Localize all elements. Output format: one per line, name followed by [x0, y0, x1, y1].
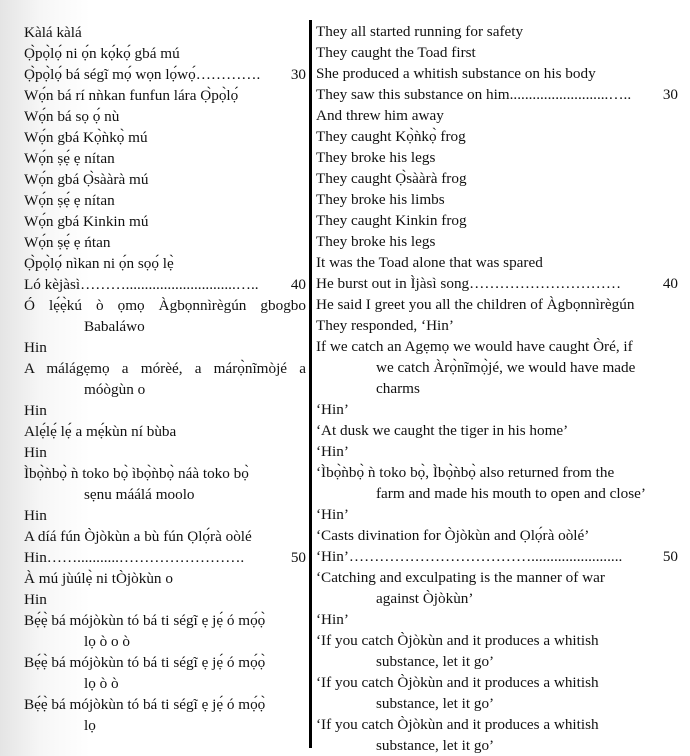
verse-text: A málágẹmọ a mórèé, a márọ̀nĩmòjé a [24, 360, 306, 377]
verse-line [316, 105, 678, 126]
verse-line [316, 567, 678, 609]
verse-text: Hin [24, 444, 47, 461]
verse-line-text-row [316, 609, 678, 630]
verse-line [316, 21, 678, 42]
verse-line [24, 253, 306, 274]
verse-line-text-row [24, 505, 306, 526]
verse-text: He said I greet you all the children of Àgbọnnìrègún [316, 296, 635, 313]
verse-text: They saw this substance on him [316, 86, 510, 103]
verse-text: They caught the Toad first [316, 44, 476, 61]
verse-text: ‘Hin’ [316, 443, 349, 460]
dot-leader: …………. [195, 66, 261, 83]
verse-line-text-row [24, 64, 306, 85]
verse-line-text-row [316, 189, 678, 210]
verse-line [24, 526, 306, 547]
verse-line-text-row [24, 190, 306, 211]
line-number: 40 [662, 275, 678, 292]
verse-text: Wọ́n gbá Kọ̀ǹkọ̀ mú [24, 129, 148, 146]
verse-line [316, 126, 678, 147]
verse-text: ‘If you catch Òjòkùn and it produces a whitish [316, 674, 599, 691]
verse-line [316, 315, 678, 336]
verse-line-text-row [316, 210, 678, 231]
verse-text: Hin [24, 507, 47, 524]
verse-line-text-row [24, 547, 306, 568]
line-number: 40 [290, 276, 306, 293]
verse-line [316, 84, 678, 105]
verse-line [316, 420, 678, 441]
verse-line-text-row [24, 253, 306, 274]
verse-text: Hin [24, 339, 47, 356]
verse-text: They caught Kinkin frog [316, 212, 467, 229]
verse-line [24, 169, 306, 190]
verse-text: Bẹ́ẹ̀ bá mójòkùn tó bá ti ségĩ ẹ jẹ́ ó mọ́ọ̀ [24, 654, 266, 671]
verse-line [316, 441, 678, 462]
verse-line-text-row [24, 694, 306, 715]
verse-text: Bẹ́ẹ̀ bá mójòkùn tó bá ti ségĩ ẹ jẹ́ ó mọ́ọ̀ [24, 696, 266, 713]
verse-continuation: sẹnu máálá moolo [84, 486, 195, 503]
verse-line-text-row [24, 589, 306, 610]
verse-continuation: we catch Àrọ̀nĩmọ̀jé, we would have made [376, 359, 636, 376]
verse-line-text-row [24, 463, 306, 484]
verse-line [24, 547, 306, 568]
verse-line-text-row [316, 315, 678, 336]
verse-line [24, 610, 306, 652]
verse-line [24, 148, 306, 169]
verse-text: ‘Hin’ [316, 611, 349, 628]
verse-line [24, 589, 306, 610]
verse-line [316, 231, 678, 252]
verse-text: ‘Hin’ [316, 548, 349, 565]
verse-text: Wọ́n ṣẹ́ ẹ nítan [24, 192, 115, 209]
verse-line [316, 294, 678, 315]
verse-line [24, 400, 306, 421]
verse-text: ‘Catching and exculpating is the manner of war [316, 569, 605, 586]
verse-line [24, 43, 306, 64]
verse-line-text-row [316, 714, 678, 735]
verse-line-text-row [316, 21, 678, 42]
column-divider [309, 20, 312, 748]
verse-text: Ló kèjàsì [24, 276, 81, 293]
verse-text: She produced a whitish substance on his body [316, 65, 596, 82]
verse-continuation: lọ [84, 717, 96, 734]
verse-line-text-row [24, 400, 306, 421]
line-number: 30 [662, 86, 678, 103]
verse-line [24, 211, 306, 232]
english-translation-column [316, 21, 678, 756]
verse-line [316, 273, 678, 294]
verse-line-text-row [316, 42, 678, 63]
verse-line-text-row [316, 63, 678, 84]
verse-line [24, 64, 306, 85]
verse-line-text-row [24, 148, 306, 169]
verse-line-text-row [24, 274, 306, 295]
verse-text: They all started running for safety [316, 23, 524, 40]
verse-line-text-row [316, 441, 678, 462]
verse-line-text-row [24, 169, 306, 190]
verse-line [24, 22, 306, 43]
line-number: 30 [290, 66, 306, 83]
verse-line-text-row [316, 462, 678, 483]
verse-text: Ọ̀pọ̀lọ́ ni ọ́n kọ́kọ́ gbá mú [24, 45, 180, 62]
verse-line [316, 168, 678, 189]
verse-text: Ìbọ̀ǹbọ̀ ǹ toko bọ̀ ìbọ̀ǹbọ̀ náà toko bọ̀ [24, 465, 249, 482]
yoruba-text-column [24, 22, 306, 736]
verse-text: Bẹ́ẹ̀ bá mójòkùn tó bá ti ségĩ ẹ jẹ́ ó mọ́ọ̀ [24, 612, 266, 629]
verse-line-text-row [24, 526, 306, 547]
verse-line-text-row [316, 525, 678, 546]
verse-line-text-row [24, 610, 306, 631]
verse-line [24, 337, 306, 358]
verse-line-text-row [24, 85, 306, 106]
dot-leader: ……...........……………………. [46, 549, 245, 566]
verse-text: They broke his legs [316, 233, 436, 250]
verse-continuation: substance, let it go’ [376, 695, 495, 712]
verse-text: À mú jùúlẹ̀ ni tÒjòkùn o [24, 570, 173, 587]
verse-line-text-row [316, 105, 678, 126]
verse-text: ‘If you catch Òjòkùn and it produces a whitish [316, 632, 599, 649]
verse-line-text-row [316, 567, 678, 588]
verse-line-text-row [316, 504, 678, 525]
verse-text: Wọ́n gbá Kinkin mú [24, 213, 149, 230]
verse-line [316, 336, 678, 399]
verse-line [24, 652, 306, 694]
verse-line [316, 63, 678, 84]
verse-line-text-row [24, 232, 306, 253]
verse-line [316, 630, 678, 672]
verse-line [24, 274, 306, 295]
verse-text: Kàlá kàlá [24, 24, 82, 41]
verse-line-text-row [316, 546, 678, 567]
verse-line [316, 462, 678, 504]
verse-line [24, 85, 306, 106]
verse-continuation: charms [376, 380, 420, 397]
verse-line-text-row [316, 273, 678, 294]
verse-line [24, 295, 306, 337]
verse-line-text-row [24, 211, 306, 232]
verse-text: Wọ́n ṣẹ́ ẹ ńtan [24, 234, 111, 251]
verse-line-text-row [316, 168, 678, 189]
verse-text: ‘Ìbọ̀ǹbọ̀ ǹ toko bọ̀, Ìbọ̀ǹbọ̀ also returned from the [316, 464, 615, 481]
verse-line [316, 525, 678, 546]
verse-line-text-row [24, 295, 306, 316]
verse-line-text-row [24, 22, 306, 43]
verse-text: Alẹ́lẹ́ lẹ́ a mẹ́kùn ní bùba [24, 423, 177, 440]
verse-line-text-row [24, 43, 306, 64]
verse-text: ‘If you catch Òjòkùn and it produces a whitish [316, 716, 599, 733]
verse-text: Wọ́n ṣẹ́ ẹ nítan [24, 150, 115, 167]
verse-text: If we catch an Agẹmọ we would have caught Òré, if [316, 338, 633, 355]
verse-line-text-row [316, 420, 678, 441]
dot-leader: ……….............................….. [80, 276, 259, 293]
verse-text: They broke his legs [316, 149, 436, 166]
verse-line [24, 694, 306, 736]
verse-continuation: lọ ò ò [84, 675, 119, 692]
line-number: 50 [662, 548, 678, 565]
verse-text: They broke his limbs [316, 191, 445, 208]
verse-continuation: substance, let it go’ [376, 653, 495, 670]
verse-line-text-row [316, 252, 678, 273]
verse-continuation: substance, let it go’ [376, 737, 495, 754]
verse-text: They responded, ‘Hin’ [316, 317, 454, 334]
verse-continuation: Babaláwo [84, 318, 145, 335]
verse-text: Wọ́n bá rí nǹkan funfun lára Ọ̀pọ̀lọ́ [24, 87, 239, 104]
verse-line [24, 106, 306, 127]
verse-line [24, 463, 306, 505]
verse-text: Hin [24, 591, 47, 608]
verse-line-text-row [24, 337, 306, 358]
verse-line-text-row [316, 672, 678, 693]
verse-text: ‘Casts divination for Òjòkùn and Ọlọ́rà oòlé’ [316, 527, 590, 544]
verse-line-text-row [316, 126, 678, 147]
verse-text: He burst out in Ìjàsì song [316, 275, 470, 292]
verse-text: And threw him away [316, 107, 444, 124]
verse-line-text-row [316, 84, 678, 105]
verse-text: ‘Hin’ [316, 401, 349, 418]
verse-line [24, 421, 306, 442]
verse-text: Wọ́n gbá Ọ̀sààrà mú [24, 171, 149, 188]
verse-continuation: against Òjòkùn’ [376, 590, 474, 607]
verse-text: They caught Ọ̀sààrà frog [316, 170, 467, 187]
verse-line [316, 252, 678, 273]
verse-line-text-row [24, 442, 306, 463]
verse-line [316, 672, 678, 714]
verse-line [24, 190, 306, 211]
verse-line [316, 147, 678, 168]
verse-line [316, 714, 678, 756]
verse-line-text-row [316, 231, 678, 252]
verse-line [24, 505, 306, 526]
verse-line [316, 609, 678, 630]
verse-text: A díá fún Òjòkùn a bù fún Ọlọ́rà oòlé [24, 528, 252, 545]
verse-line [316, 399, 678, 420]
verse-continuation: móògùn o [84, 381, 146, 398]
verse-line-text-row [24, 127, 306, 148]
verse-line [316, 210, 678, 231]
verse-line [316, 504, 678, 525]
verse-line [24, 358, 306, 400]
verse-line-text-row [24, 652, 306, 673]
verse-line [24, 568, 306, 589]
dot-leader: ………………………… [469, 275, 622, 292]
verse-text: It was the Toad alone that was spared [316, 254, 543, 271]
verse-line-text-row [24, 568, 306, 589]
verse-line [24, 442, 306, 463]
verse-text: They caught Kọ̀ǹkọ̀ frog [316, 128, 466, 145]
verse-line [24, 232, 306, 253]
dot-leader: ………………………………........................ [348, 548, 623, 565]
verse-continuation: farm and made his mouth to open and close’ [376, 485, 646, 502]
verse-line [316, 42, 678, 63]
verse-continuation: lọ ò o ò [84, 633, 130, 650]
verse-line-text-row [24, 106, 306, 127]
verse-line-text-row [316, 630, 678, 651]
verse-text: ‘Hin’ [316, 506, 349, 523]
verse-text: Ó lẹ́ẹ̀kú ò ọmọ Àgbọnnìrègún gbogbo [24, 297, 306, 314]
verse-line [316, 546, 678, 567]
verse-line-text-row [316, 399, 678, 420]
verse-text: Ọ̀pọ̀lọ́ nìkan ni ọ́n sọọ́ lẹ̀ [24, 255, 174, 272]
verse-line-text-row [316, 294, 678, 315]
verse-text: Wọ́n bá sọ ọ́ nù [24, 108, 120, 125]
verse-line-text-row [24, 358, 306, 379]
line-number: 50 [290, 549, 306, 566]
verse-text: Hin [24, 549, 47, 566]
dot-leader: ..........................….. [509, 86, 632, 103]
verse-line-text-row [316, 147, 678, 168]
verse-line [316, 189, 678, 210]
verse-line [24, 127, 306, 148]
verse-text: Ọ̀pọ̀lọ́ bá ségĩ mọ́ wọn lọ́wọ́ [24, 66, 196, 83]
verse-line-text-row [316, 336, 678, 357]
verse-text: Hin [24, 402, 47, 419]
verse-line-text-row [24, 421, 306, 442]
verse-text: ‘At dusk we caught the tiger in his home’ [316, 422, 569, 439]
